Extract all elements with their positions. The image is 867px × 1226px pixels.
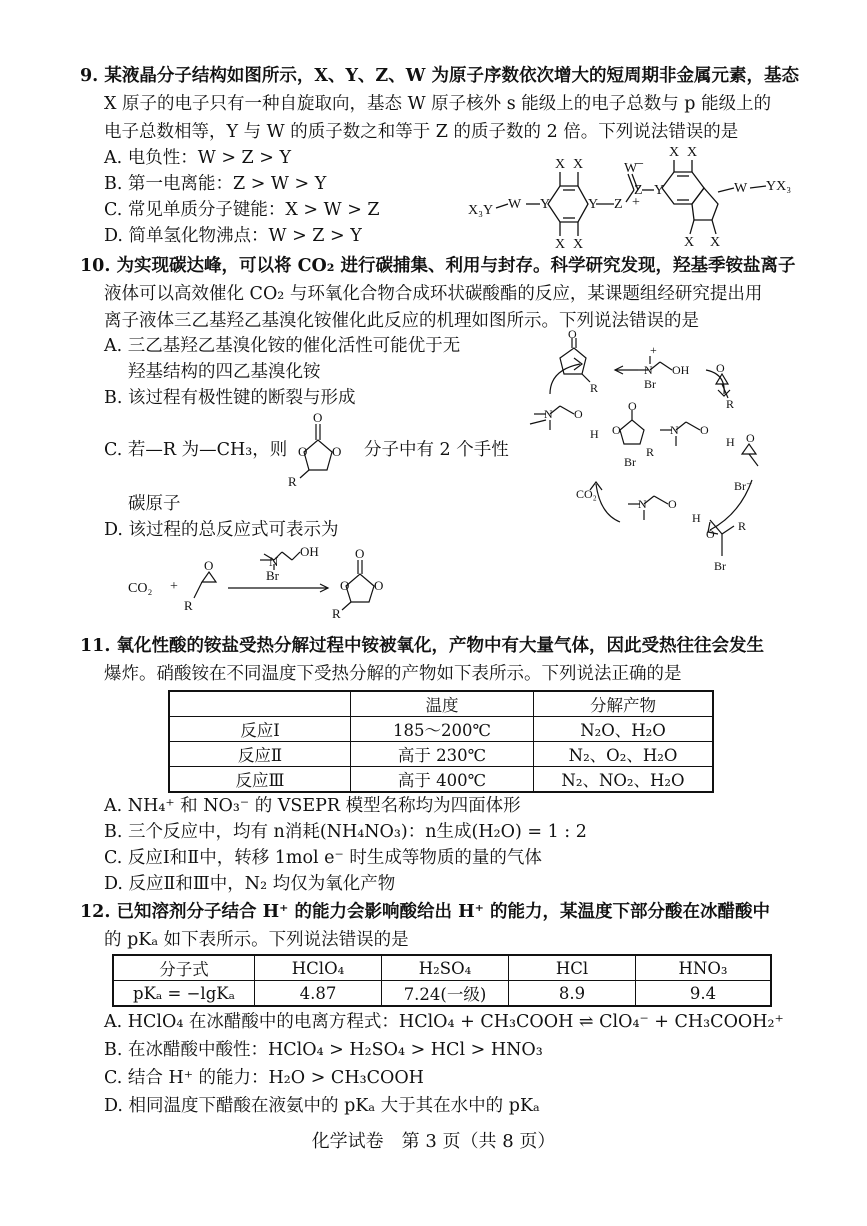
q9-fig-charge-plus: + — [632, 195, 640, 210]
table-cell: 8.9 — [509, 981, 636, 1007]
q10-eq-n: N — [269, 554, 279, 569]
q10-mech-o: O — [706, 527, 715, 541]
table-header-row — [113, 955, 771, 981]
q10-line-1: 10. 为实现碳达峰，可以将 CO₂ 进行碳捕集、利用与封存。科学研究发现，羟基季铵盐离子 — [80, 256, 796, 276]
q9-fig-x: X — [555, 237, 566, 252]
q9-fig-y: Y — [540, 197, 551, 212]
q9-line-2: X 原子的电子只有一种自旋取向，基态 W 原子核外 s 能级上的电子总数与 p 能级上的 — [104, 94, 772, 114]
table-cell: 反应Ⅱ — [169, 742, 351, 767]
q9-fig-charge-minus: − — [636, 157, 644, 172]
q10-mech-r: R — [726, 397, 735, 411]
q9-fig-z: Z — [634, 183, 643, 198]
table-cell: 9.4 — [636, 981, 772, 1007]
q9-fig-x: X — [669, 145, 680, 160]
q10-mech-n: N — [644, 363, 653, 377]
q10-line-3: 离子液体三乙基羟乙基溴化铵催化此反应的机理如图所示。下列说法错误的是 — [104, 311, 699, 331]
table-cell: N₂、NO₂、H₂O — [534, 767, 714, 793]
q10-mech-o: O — [746, 431, 755, 445]
q10-eq-o: O — [204, 558, 214, 573]
q10-eq-o: O — [374, 578, 384, 593]
q12-option-d: D. 相同温度下醋酸在液氨中的 pKₐ 大于其在水中的 pKₐ — [104, 1096, 540, 1116]
q11-option-d: D. 反应Ⅱ和Ⅲ中，N₂ 均仅为氧化产物 — [104, 874, 396, 894]
table-row — [169, 742, 713, 767]
table-row — [169, 767, 713, 793]
q9-liquid-crystal-structure — [468, 142, 798, 250]
table-cell: HCl — [509, 955, 636, 981]
q10-eq-r: R — [184, 598, 193, 613]
q9-line-3: 电子总数相等，Y 与 W 的质子数之和等于 Z 的质子数的 2 倍。下列说法错误的是 — [104, 122, 739, 142]
table-cell: 4.87 — [255, 981, 382, 1007]
q10-mech-br: Br — [644, 377, 656, 391]
table-cell: 反应Ⅲ — [169, 767, 351, 793]
table-cell: HClO₄ — [255, 955, 382, 981]
q11-decomposition-table — [168, 690, 714, 793]
q10-c-o: O — [313, 410, 323, 425]
q10-mech-co2: CO₂ — [576, 487, 597, 501]
q10-c-r: R — [288, 474, 297, 489]
q10-mech-n: N — [670, 423, 679, 437]
q10-eq-r: R — [332, 606, 341, 621]
q9-line-1: 9. 某液晶分子结构如图所示，X、Y、Z、W 为原子序数依次增大的短周期非金属元素，基态 — [80, 66, 799, 86]
q10-option-c-pre: C. 若—R 为—CH₃，则 — [104, 440, 288, 460]
q9-fig-w-left: W — [508, 197, 522, 212]
q10-mech-h: H — [590, 427, 599, 441]
q10-option-b: B. 该过程有极性键的断裂与形成 — [104, 388, 356, 408]
q10-option-a-line-2: 羟基结构的四乙基溴化铵 — [128, 362, 321, 382]
q10-mech-o: O — [700, 423, 709, 437]
q9-option-d: D. 简单氢化物沸点：W > Z > Y — [104, 226, 362, 246]
q12-option-a: A. HClO₄ 在冰醋酸中的电离方程式：HClO₄ + CH₃COOH ⇌ ClO₄⁻ + CH₃COOH₂⁺ — [104, 1012, 784, 1032]
table-cell: pKₐ = −lgKₐ — [113, 981, 255, 1007]
q10-eq-o: O — [355, 546, 365, 561]
q11-line-1: 11. 氧化性酸的铵盐受热分解过程中铵被氧化，产物中有大量气体，因此受热往往会发生 — [80, 636, 765, 656]
q11-option-b: B. 三个反应中，均有 n消耗(NH₄NO₃)：n生成(H₂O) = 1 : 2 — [104, 822, 587, 842]
q9-fig-z: Z — [614, 197, 623, 212]
table-cell: H₂SO₄ — [382, 955, 509, 981]
q10-option-a-line-1: A. 三乙基羟乙基溴化铵的催化活性可能优于无 — [104, 336, 461, 356]
q9-fig-w-right: W — [734, 181, 748, 196]
q10-mech-h: H — [726, 435, 735, 449]
table-row — [113, 981, 771, 1007]
q12-option-b: B. 在冰醋酸中酸性：HClO₄ > H₂SO₄ > HCl > HNO₃ — [104, 1040, 543, 1060]
table-cell: HNO₃ — [636, 955, 772, 981]
table-cell: 分子式 — [113, 955, 255, 981]
q9-fig-x: X — [573, 237, 584, 252]
q10-mech-o: O — [628, 399, 637, 413]
q9-fig-x: X — [710, 235, 721, 250]
q9-fig-right-group: YX₃ — [766, 179, 792, 194]
q10-mech-br-minus: Br⁻ — [734, 479, 753, 493]
q9-fig-x: X — [555, 157, 566, 172]
table-cell: 7.24(一级) — [382, 981, 509, 1007]
q10-mech-o: O — [568, 327, 577, 341]
q10-option-c-carbonate-structure — [284, 410, 360, 489]
q10-mech-o: O — [716, 361, 725, 375]
q10-eq-plus: + — [170, 579, 178, 594]
q10-mech-r: R — [646, 445, 655, 459]
q9-option-b: B. 第一电离能：Z > W > Y — [104, 174, 327, 194]
q10-eq-co2: CO₂ — [128, 581, 153, 596]
q10-c-o: O — [332, 444, 342, 459]
q10-mech-o: O — [668, 497, 677, 511]
q10-line-2: 液体可以高效催化 CO₂ 与环氧化合物合成环状碳酸酯的反应，某课题组经研究提出用 — [104, 284, 763, 304]
q11-line-2: 爆炸。硝酸铵在不同温度下受热分解的产物如下表所示。下列说法正确的是 — [104, 664, 682, 684]
table-cell: N₂、O₂、H₂O — [534, 742, 714, 767]
q10-mech-br: Br — [714, 559, 726, 573]
table-cell: 分解产物 — [534, 691, 714, 717]
q10-mech-o: O — [612, 423, 621, 437]
q10-eq-br: Br — [266, 568, 279, 583]
q10-mech-h: H — [692, 511, 701, 525]
q9-fig-x: X — [684, 235, 695, 250]
q10-mech-plus: + — [650, 343, 657, 357]
q9-fig-w-top: W — [624, 161, 638, 176]
table-cell: N₂O、H₂O — [534, 717, 714, 742]
q9-fig-x: X — [573, 157, 584, 172]
table-row — [169, 717, 713, 742]
q10-mech-n: N — [638, 497, 647, 511]
q10-mech-br: Br — [624, 455, 636, 469]
q9-fig-left-group: X₃Y — [468, 203, 494, 218]
q9-option-a: A. 电负性：W > Z > Y — [104, 148, 292, 168]
table-cell: 温度 — [351, 691, 534, 717]
q10-mech-oh: OH — [672, 363, 690, 377]
q10-mech-r: R — [738, 519, 747, 533]
q12-option-c: C. 结合 H⁺ 的能力：H₂O > CH₃COOH — [104, 1068, 424, 1088]
page-footer: 化学试卷 第 3 页（共 8 页） — [311, 1131, 556, 1152]
q10-c-o: O — [298, 444, 308, 459]
table-cell — [169, 691, 351, 717]
q11-option-a: A. NH₄⁺ 和 NO₃⁻ 的 VSEPR 模型名称均为四面体形 — [104, 796, 521, 816]
q9-fig-y: Y — [654, 183, 665, 198]
table-cell: 高于 230℃ — [351, 742, 534, 767]
table-cell: 185～200℃ — [351, 717, 534, 742]
q10-option-c-post: 分子中有 2 个手性 — [364, 440, 509, 460]
table-cell: 高于 400℃ — [351, 767, 534, 793]
q10-overall-reaction-equation — [124, 540, 424, 621]
q9-fig-y: Y — [588, 197, 599, 212]
q12-line-1: 12. 已知溶剂分子结合 H⁺ 的能力会影响酸给出 H⁺ 的能力，某温度下部分酸在冰醋酸中 — [80, 902, 770, 922]
q9-fig-x: X — [687, 145, 698, 160]
q10-eq-o: O — [340, 578, 350, 593]
q10-mechanism-cycle — [520, 327, 790, 596]
q10-mech-n: N — [544, 407, 553, 421]
q11-option-c: C. 反应Ⅰ和Ⅱ中，转移 1mol e⁻ 时生成等物质的量的气体 — [104, 848, 542, 868]
q10-mech-o: O — [574, 407, 583, 421]
q10-option-c-tail: 碳原子 — [128, 494, 181, 514]
q12-pka-table — [112, 954, 772, 1007]
q10-mech-r: R — [590, 381, 599, 395]
table-header-row — [169, 691, 713, 717]
q12-line-2: 的 pKₐ 如下表所示。下列说法错误的是 — [104, 930, 409, 950]
q9-option-c: C. 常见单质分子键能：X > W > Z — [104, 200, 380, 220]
q10-eq-oh: OH — [300, 544, 319, 559]
table-cell: 反应Ⅰ — [169, 717, 351, 742]
q10-option-d: D. 该过程的总反应式可表示为 — [104, 520, 339, 540]
